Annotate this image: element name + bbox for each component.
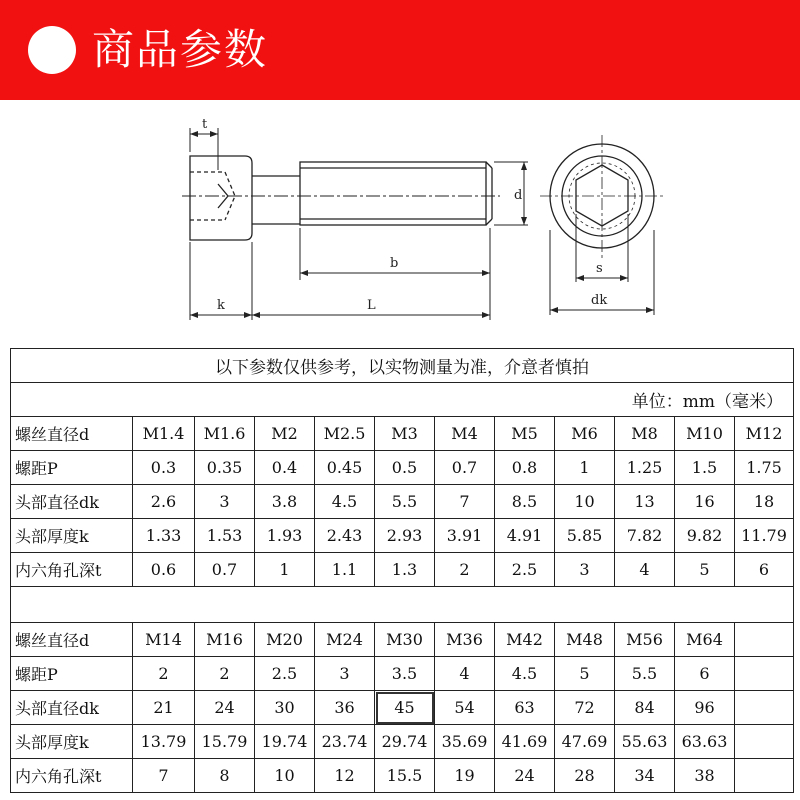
row-label: 螺丝直径d — [11, 417, 133, 451]
table-cell: 15.79 — [195, 725, 255, 759]
table-cell: M64 — [675, 623, 735, 657]
table-row — [11, 417, 794, 451]
table-cell: M16 — [195, 623, 255, 657]
table-cell: 45 — [375, 691, 435, 725]
table-cell: 3 — [195, 485, 255, 519]
spec-section-1 — [11, 417, 794, 587]
table-cell: 5 — [675, 553, 735, 587]
table-cell: 0.8 — [495, 451, 555, 485]
table-cell: 4.91 — [495, 519, 555, 553]
table-cell: 10 — [255, 759, 315, 793]
table-cell: 19 — [435, 759, 495, 793]
table-cell: 4 — [615, 553, 675, 587]
table-cell: 9.82 — [675, 519, 735, 553]
table-cell: M20 — [255, 623, 315, 657]
bolt-technical-drawing — [0, 110, 800, 340]
table-cell: 63 — [495, 691, 555, 725]
table-cell: 2.43 — [315, 519, 375, 553]
table-cell: 18 — [735, 485, 794, 519]
table-cell: 7 — [133, 759, 195, 793]
table-cell: 16 — [675, 485, 735, 519]
table-cell: 35.69 — [435, 725, 495, 759]
table-cell: 5.85 — [555, 519, 615, 553]
table-cell: M1.4 — [133, 417, 195, 451]
table-cell: 2.6 — [133, 485, 195, 519]
table-cell: 36 — [315, 691, 375, 725]
table-cell: 24 — [195, 691, 255, 725]
table-cell: 15.5 — [375, 759, 435, 793]
dim-label-k: k — [217, 298, 225, 313]
table-cell: 8 — [195, 759, 255, 793]
table-row — [11, 623, 794, 657]
table-row — [11, 759, 794, 793]
table-cell: 1.1 — [315, 553, 375, 587]
table-cell: 2 — [435, 553, 495, 587]
spec-table — [10, 348, 794, 793]
table-cell: 1.75 — [735, 451, 794, 485]
table-cell: 3.8 — [255, 485, 315, 519]
table-cell: 30 — [255, 691, 315, 725]
table-cell: 13 — [615, 485, 675, 519]
table-cell: M8 — [615, 417, 675, 451]
table-cell: M14 — [133, 623, 195, 657]
table-cell: 3.5 — [375, 657, 435, 691]
table-cell: 47.69 — [555, 725, 615, 759]
table-cell: 6 — [735, 553, 794, 587]
dim-label-b: b — [390, 256, 399, 271]
table-cell: M56 — [615, 623, 675, 657]
row-label: 头部直径dk — [11, 691, 133, 725]
table-cell: 55.63 — [615, 725, 675, 759]
table-cell: 1.53 — [195, 519, 255, 553]
table-cell — [735, 759, 794, 793]
table-cell: 0.35 — [195, 451, 255, 485]
table-cell: M1.6 — [195, 417, 255, 451]
table-cell: 0.7 — [195, 553, 255, 587]
page-title: 商品参数 — [92, 25, 269, 74]
table-cell: 5.5 — [375, 485, 435, 519]
table-cell: M10 — [675, 417, 735, 451]
table-row — [11, 691, 794, 725]
table-row — [11, 519, 794, 553]
table-cell: 63.63 — [675, 725, 735, 759]
table-cell: 3.91 — [435, 519, 495, 553]
table-cell: 6 — [675, 657, 735, 691]
table-cell: 4 — [435, 657, 495, 691]
table-cell: M24 — [315, 623, 375, 657]
table-cell: 41.69 — [495, 725, 555, 759]
table-cell: 21 — [133, 691, 195, 725]
table-cell: 0.5 — [375, 451, 435, 485]
table-cell — [735, 725, 794, 759]
dim-label-dk: dk — [591, 293, 608, 308]
table-unit: 单位：mm（毫米） — [11, 383, 794, 417]
table-cell: 5.5 — [615, 657, 675, 691]
dim-label-L: L — [367, 298, 376, 313]
circle-icon — [28, 26, 76, 74]
table-cell: 8.5 — [495, 485, 555, 519]
section-divider — [11, 587, 794, 623]
table-cell: M3 — [375, 417, 435, 451]
table-cell: 2.5 — [495, 553, 555, 587]
table-cell — [735, 657, 794, 691]
table-cell: M36 — [435, 623, 495, 657]
table-cell: 96 — [675, 691, 735, 725]
table-row — [11, 657, 794, 691]
table-cell: M6 — [555, 417, 615, 451]
table-cell: 0.45 — [315, 451, 375, 485]
table-row — [11, 451, 794, 485]
table-cell: 1 — [255, 553, 315, 587]
spec-section-2 — [11, 623, 794, 793]
row-label: 头部厚度k — [11, 519, 133, 553]
table-cell: 3 — [315, 657, 375, 691]
table-cell: M48 — [555, 623, 615, 657]
table-cell: M42 — [495, 623, 555, 657]
table-cell: 29.74 — [375, 725, 435, 759]
table-cell: 1.25 — [615, 451, 675, 485]
table-cell: 1.33 — [133, 519, 195, 553]
dim-label-t: t — [202, 117, 208, 132]
table-cell: 2 — [133, 657, 195, 691]
table-cell: 38 — [675, 759, 735, 793]
table-cell: M5 — [495, 417, 555, 451]
table-cell: 2 — [195, 657, 255, 691]
table-cell — [735, 691, 794, 725]
table-cell: 7 — [435, 485, 495, 519]
table-cell: 84 — [615, 691, 675, 725]
table-cell: M12 — [735, 417, 794, 451]
table-cell: 2.5 — [255, 657, 315, 691]
table-cell: 1.93 — [255, 519, 315, 553]
table-cell: 1.3 — [375, 553, 435, 587]
table-cell: 12 — [315, 759, 375, 793]
table-cell: 0.3 — [133, 451, 195, 485]
table-cell: 13.79 — [133, 725, 195, 759]
row-label: 内六角孔深t — [11, 759, 133, 793]
table-cell: 1 — [555, 451, 615, 485]
table-cell: M2.5 — [315, 417, 375, 451]
table-cell: 7.82 — [615, 519, 675, 553]
table-cell: 28 — [555, 759, 615, 793]
table-cell: 5 — [555, 657, 615, 691]
table-cell: 4.5 — [495, 657, 555, 691]
row-label: 螺距P — [11, 451, 133, 485]
table-cell: 2.93 — [375, 519, 435, 553]
row-label: 螺丝直径d — [11, 623, 133, 657]
table-cell: 0.6 — [133, 553, 195, 587]
row-label: 内六角孔深t — [11, 553, 133, 587]
table-cell: 19.74 — [255, 725, 315, 759]
table-row — [11, 485, 794, 519]
table-cell: 34 — [615, 759, 675, 793]
table-cell: M4 — [435, 417, 495, 451]
row-label: 头部厚度k — [11, 725, 133, 759]
dim-label-s: s — [596, 261, 603, 276]
table-cell: 0.4 — [255, 451, 315, 485]
table-cell: 23.74 — [315, 725, 375, 759]
row-label: 螺距P — [11, 657, 133, 691]
table-cell: 54 — [435, 691, 495, 725]
table-cell: M30 — [375, 623, 435, 657]
table-row — [11, 725, 794, 759]
table-cell: 1.5 — [675, 451, 735, 485]
table-notice: 以下参数仅供参考，以实物测量为准，介意者慎拍 — [11, 349, 794, 383]
table-cell: 0.7 — [435, 451, 495, 485]
dim-label-d: d — [514, 188, 523, 203]
table-cell: 24 — [495, 759, 555, 793]
table-cell: 4.5 — [315, 485, 375, 519]
table-cell: 3 — [555, 553, 615, 587]
table-row — [11, 553, 794, 587]
bolt-diagram — [0, 110, 800, 340]
table-cell: 72 — [555, 691, 615, 725]
table-cell: 11.79 — [735, 519, 794, 553]
table-cell — [735, 623, 794, 657]
header-banner — [0, 0, 800, 100]
table-cell: 10 — [555, 485, 615, 519]
table-cell: M2 — [255, 417, 315, 451]
row-label: 头部直径dk — [11, 485, 133, 519]
